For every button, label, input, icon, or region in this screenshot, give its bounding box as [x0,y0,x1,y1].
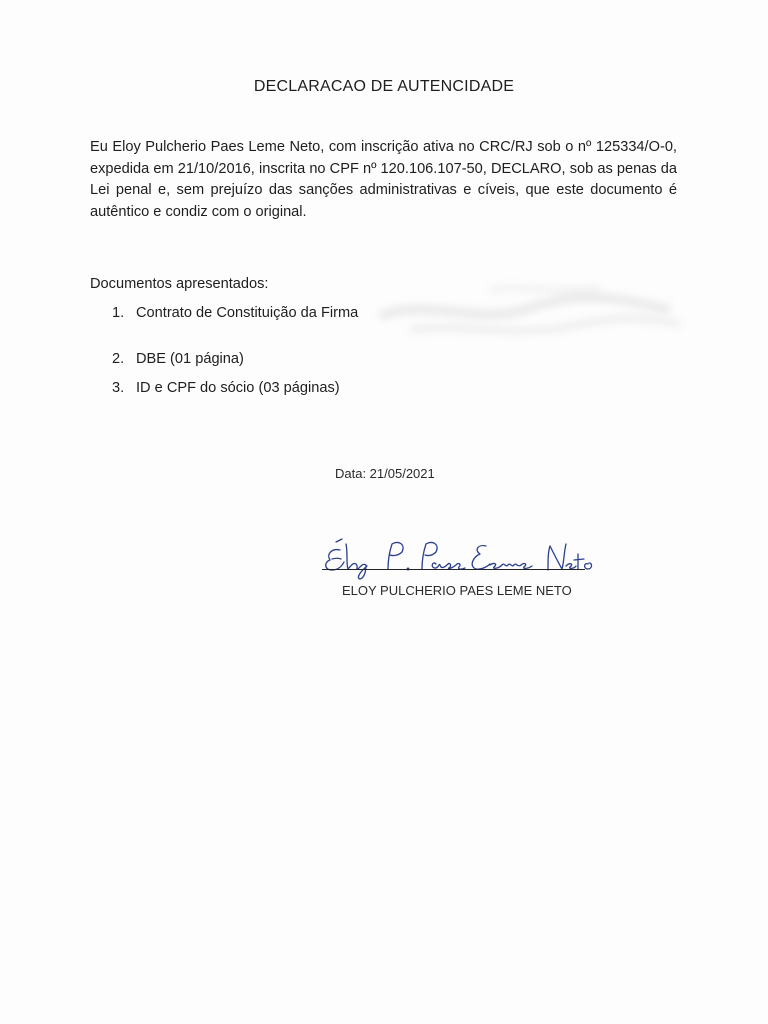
list-item [112,351,244,367]
date-label: Data: 21/05/2021 [335,466,435,481]
documents-heading: Documentos apresentados: [90,276,269,292]
list-item-label: ID e CPF do sócio (03 páginas) [136,380,340,396]
erased-smudge [370,268,690,358]
handwritten-signature [318,532,598,580]
list-item-number: 3. [112,380,125,396]
list-item-label: Contrato de Constituição da Firma [136,305,359,321]
list-item-number: 1. [112,305,125,321]
list-item-label: DBE (01 página) [136,351,244,367]
signer-name: ELOY PULCHERIO PAES LEME NETO [342,583,572,598]
declaration-paragraph: Eu Eloy Pulcherio Paes Leme Neto, com inscrição ativa no CRC/RJ sob o nº 125334/O-0, expedida em 21/10/2016, inscrita no CPF nº 120.106.107-50, DECLARO, sob as penas da Lei penal e, sem prejuízo das sanções administrativas e cíveis, que este documento é autêntico e condiz com o original. [90,139,677,220]
document-title: DECLARACAO DE AUTENCIDADE [253,78,515,95]
list-item [112,305,358,321]
signature-line [322,569,585,570]
list-item-number: 2. [112,351,125,367]
list-item [112,380,340,396]
